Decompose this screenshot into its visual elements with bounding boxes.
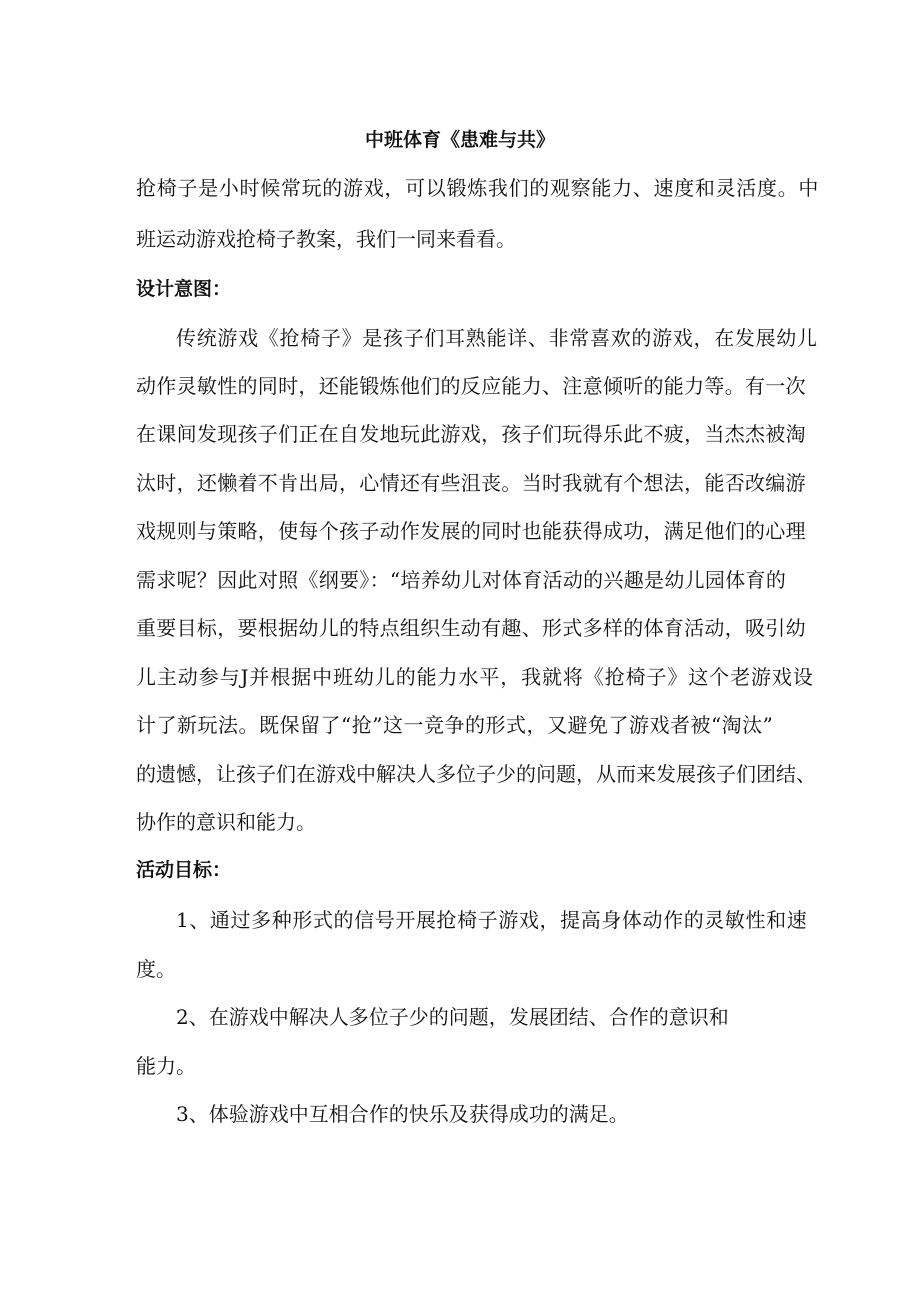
page-title: 中班体育《患难与共》 <box>364 129 555 151</box>
design-paragraph-line: 计了新玩法。既保留了“抢”这一竞争的形式，又避免了游戏者被“淘汰” <box>136 713 774 737</box>
design-paragraph-line: 动作灵敏性的同时，还能锻炼他们的反应能力、注意倾听的能力等。有一次 <box>136 374 806 398</box>
design-paragraph-line: 汰时，还懒着不肯出局，心情还有些沮丧。当时我就有个想法，能否改编游 <box>136 471 806 495</box>
design-paragraph-line: 重要目标，要根据幼儿的特点组织生动有趣、形式多样的体育活动，吸引幼 <box>136 616 806 640</box>
design-paragraph-line: 戏规则与策略，使每个孩子动作发展的同时也能获得成功，满足他们的心理 <box>136 519 806 543</box>
goal-item-continued: 度。 <box>136 957 176 981</box>
design-paragraph-line: 儿主动参与J并根据中班幼儿的能力水平，我就将《抢椅子》这个老游戏设 <box>136 665 814 689</box>
design-paragraph-line: 在课间发现孩子们正在自发地玩此游戏，孩子们玩得乐此不疲，当杰杰被淘 <box>136 422 806 446</box>
goal-item: 3、体验游戏中互相合作的快乐及获得成功的满足。 <box>176 1102 629 1126</box>
design-paragraph-line: 传统游戏《抢椅子》是孩子们耳熟能详、非常喜欢的游戏，在发展幼儿 <box>176 326 818 350</box>
goal-item-continued: 能力。 <box>136 1054 196 1078</box>
goal-item: 2、在游戏中解决人多位子少的问题，发展团结、合作的意识和 <box>176 1005 729 1029</box>
goal-item: 1、通过多种形式的信号开展抢椅子游戏，提高身体动作的灵敏性和速 <box>176 908 808 932</box>
design-intent-heading: 设计意图： <box>136 278 232 300</box>
design-paragraph-line: 需求呢？因此对照《纲要》：“培养幼儿对体育活动的兴趣是幼儿园体育的 <box>136 568 787 592</box>
intro-line: 班运动游戏抢椅子教案，我们一同来看看。 <box>136 227 516 251</box>
intro-line: 抢椅子是小时候常玩的游戏，可以锻炼我们的观察能力、速度和灵活度。中 <box>136 176 820 200</box>
design-paragraph-line: 协作的意识和能力。 <box>136 810 316 834</box>
activity-goals-heading: 活动目标： <box>136 859 232 881</box>
design-paragraph-line: 的遗憾，让孩子们在游戏中解决人多位子少的问题，从而来发展孩子们团结、 <box>136 762 816 786</box>
